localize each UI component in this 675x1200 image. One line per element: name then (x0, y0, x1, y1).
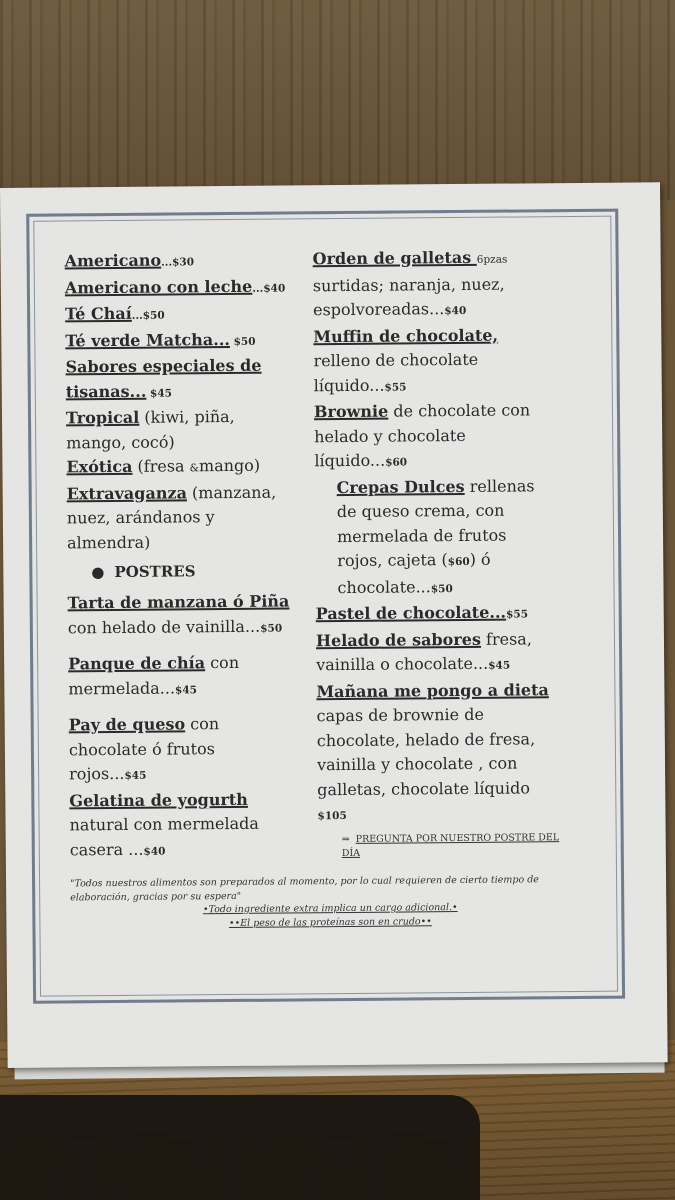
menu-item-text: galletas, chocolate líquido (317, 777, 531, 799)
menu-item-text: chocolate ó frutos (68, 738, 215, 759)
menu-line (314, 398, 576, 425)
menu-line (66, 429, 316, 456)
menu-item-text: fresa, (480, 628, 532, 649)
menu-item-price: $105 (317, 809, 347, 823)
menu-item-name: Pastel de chocolate... (315, 602, 507, 624)
menu-line (65, 353, 315, 380)
menu-item-text: líquido... (313, 375, 385, 395)
menu-item-name: Americano (64, 250, 162, 271)
menu-item-name: Crepas Dulces (336, 476, 465, 497)
menu-item-text: & (189, 462, 200, 475)
menu-line (65, 327, 315, 356)
menu-line (65, 274, 315, 303)
menu-item-price: ...$50 (131, 309, 165, 322)
menu-item-text: rojos... (69, 763, 125, 784)
menu-item-text: mango) (198, 455, 261, 476)
menu-line (337, 498, 577, 525)
menu-line (337, 573, 577, 602)
menu-line (69, 760, 319, 789)
menu-item-text: rellenas (464, 475, 535, 496)
menu-item-name: Exótica (66, 456, 133, 477)
arrow-icon: ⇒ (341, 833, 350, 845)
menu-item-text: mango, cocó) (66, 431, 175, 452)
menu-line (66, 404, 316, 431)
menu-item-text: chocolate, helado de fresa, (316, 728, 536, 750)
menu-item-text: helado y chocolate (314, 425, 466, 446)
menu-item-price: $55 (384, 380, 407, 394)
menu-item-text: chocolate... (337, 576, 431, 597)
suggestion-note (342, 830, 580, 860)
menu-item-name: Gelatina de yogurth (69, 789, 248, 810)
menu-item-price: $45 (124, 769, 147, 782)
menu-item-text: (manzana, (186, 482, 277, 502)
menu-item-text: mermelada de frutos (336, 525, 507, 546)
menu-line (68, 614, 318, 643)
menu-sheet (0, 182, 668, 1068)
menu-item-name: Helado de sabores (315, 629, 482, 650)
menu-item-text: mermelada... (68, 677, 176, 698)
menu-line (70, 836, 320, 865)
menu-item-price: $50 (260, 622, 283, 635)
menu-item-price: $40 (444, 304, 467, 318)
menu-line (69, 736, 319, 763)
menu-item-name: Panque de chía (68, 653, 206, 674)
menu-line (337, 473, 577, 500)
menu-line (337, 547, 577, 576)
menu-line (67, 529, 317, 556)
menu-line (65, 300, 315, 329)
menu-line (69, 711, 319, 738)
menu-line (67, 480, 317, 507)
menu-item-text: (kiwi, piña, (139, 406, 235, 427)
menu-item-name: tisanas... (65, 381, 147, 401)
menu-item-text: relleno de chocolate (313, 349, 479, 371)
menu-item-price: $50 (229, 335, 256, 348)
menu-line (68, 675, 318, 704)
menu-item-name: Extravaganza (66, 482, 187, 503)
menu-line (317, 702, 579, 729)
menu-item-name: Pay de queso (68, 714, 186, 735)
menu-item-text: vainilla o chocolate... (316, 653, 489, 675)
menu-line (313, 245, 575, 274)
postres-heading (91, 561, 317, 581)
menu-item-text: almendra) (67, 532, 151, 552)
menu-item-price: $45 (174, 683, 197, 696)
menu-item-text: líquido... (314, 450, 386, 471)
menu-item-name: Sabores especiales de (65, 355, 262, 377)
menu-item-name: Mañana me pongo a dieta (316, 679, 549, 701)
menu-item-name: Tropical (65, 407, 140, 428)
menu-item-price: $45 (146, 387, 172, 400)
menu-line (317, 751, 579, 778)
menu-item-text: ) ó (469, 549, 491, 569)
menu-line (316, 677, 578, 704)
menu-item-text: (fresa (132, 456, 190, 476)
menu-line (69, 811, 319, 838)
menu-line (313, 347, 575, 374)
menu-item-price: $45 (488, 659, 511, 672)
menu-line (69, 787, 319, 814)
footer-note-preparation: "Todos nuestros alimentos son preparados al momento, por lo cual requieren de cierto tiempo de elaboración, gracias por su espera" (70, 874, 539, 903)
drinks-list (65, 247, 318, 555)
menu-line (313, 296, 575, 325)
menu-item-price: $55 (506, 608, 529, 621)
menu-item-price: $60 (385, 456, 408, 469)
menu-item-name: Brownie (313, 401, 389, 422)
desserts-list-left (68, 589, 320, 864)
menu-line (316, 651, 578, 680)
menu-line (68, 650, 318, 677)
menu-item-text: nuez, arándanos y (66, 507, 215, 528)
menu-item-text: rojos, cajeta ( (337, 550, 448, 571)
menu-item-name: Té Chaí (65, 303, 132, 324)
menu-line (314, 422, 576, 449)
footer-notes (70, 873, 590, 932)
menu-item-text: con helado de vainilla... (67, 616, 261, 637)
menu-line (316, 600, 578, 629)
desserts-list-right (313, 245, 580, 829)
menu-line (314, 371, 576, 400)
suggestion-text: PREGUNTA POR NUESTRO POSTRE DEL DÍA (341, 831, 560, 859)
menu-line (317, 726, 579, 753)
menu-item-text: espolvoreadas... (312, 299, 445, 320)
menu-item-price: ...$30 (161, 256, 195, 269)
menu-line (66, 378, 316, 407)
menu-item-price: $50 (430, 582, 453, 595)
menu-item-name: Muffin de chocolate, (313, 325, 499, 346)
menu-item-name: Americano con leche (64, 276, 253, 297)
menu-item-text: casera ... (69, 839, 144, 859)
menu-item-text: natural con mermelada (69, 813, 259, 835)
menu-line (65, 247, 315, 276)
bullet-icon: ● (91, 563, 105, 582)
menu-line (317, 775, 579, 802)
menu-line (313, 322, 575, 349)
menu-item-text: con (185, 714, 220, 734)
menu-item-text: de queso crema, con (336, 500, 505, 522)
menu-item-text: vainilla y chocolate , con (316, 753, 518, 775)
menu-line (316, 626, 578, 653)
menu-line (313, 271, 575, 298)
menu-item-text: de chocolate con (388, 400, 531, 421)
dark-shadow (0, 1095, 480, 1200)
wooden-table-top (0, 0, 675, 200)
menu-item-price: $60 (447, 555, 470, 569)
menu-item-price: $40 (143, 845, 166, 858)
menu-item-name: Té verde Matcha... (65, 329, 231, 350)
footer-note-extra: •Todo ingrediente extra implica un cargo adicional.• (202, 902, 458, 916)
menu-line (68, 589, 318, 616)
menu-item-name: Orden de galletas (312, 247, 477, 269)
left-column (65, 247, 320, 864)
postres-label: POSTRES (114, 562, 196, 582)
menu-line (337, 522, 577, 549)
menu-item-name: Tarta de manzana ó Piña (67, 591, 290, 613)
footer-note-protein: ••El peso de las proteínas son en crudo•• (228, 915, 432, 929)
menu-line (67, 504, 317, 531)
menu-item-text: 6pzas (476, 253, 508, 266)
menu-line (66, 453, 316, 482)
menu-line (317, 800, 579, 829)
menu-item-price: ...$40 (252, 282, 286, 295)
menu-line (314, 447, 576, 476)
right-column (313, 245, 580, 861)
menu-item-text: capas de brownie de (316, 704, 484, 726)
menu-item-text: surtidas; naranja, nuez, (312, 274, 505, 295)
menu-item-text: con (205, 652, 240, 673)
